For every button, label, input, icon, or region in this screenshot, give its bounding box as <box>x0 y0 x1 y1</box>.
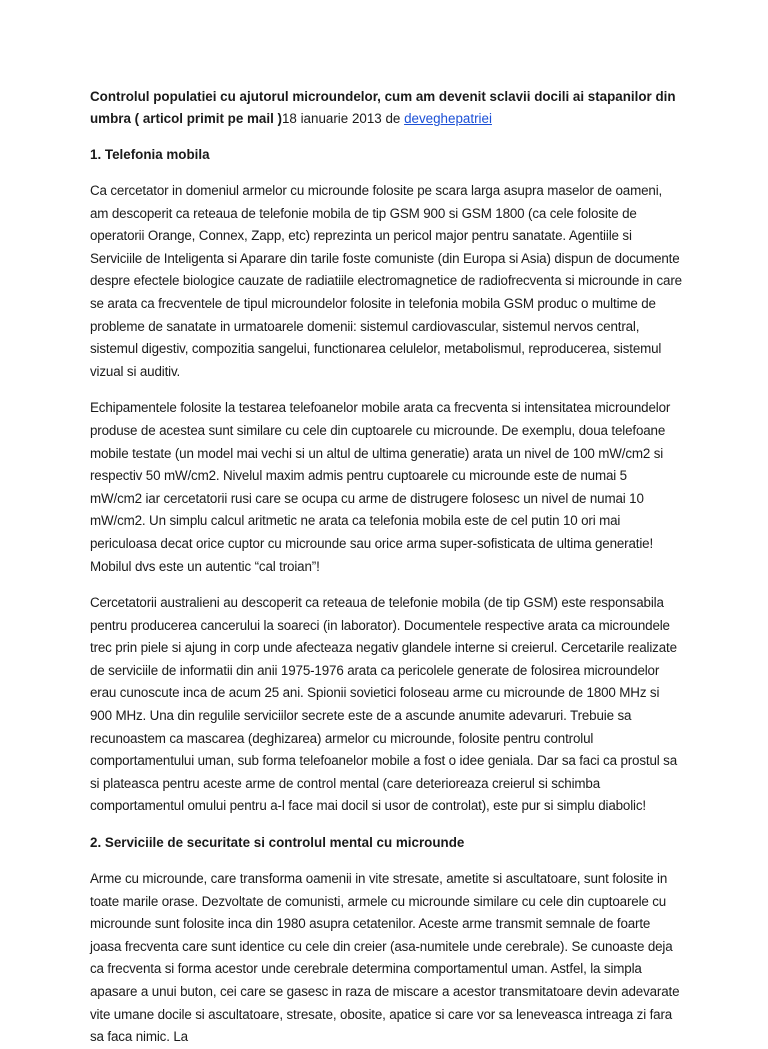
section-heading-2: 2. Serviciile de securitate si controlul mental cu microunde <box>90 835 465 851</box>
paragraph-3: Cercetatorii australieni au descoperit ca reteaua de telefonie mobila (de tip GSM) este responsabila pentru producerea cancerului la soareci (in laborator). Documentele respective arata ca microundele trec prin piele si ajung in corp unde afecteaza negativ glandele interne si creierul. Cercetarile realizate de serviciile de informatii din anii 1975-1976 arata ca pericolele generate de folosirea microundelor erau cunoscute inca de acum 25 ani. Spionii sovietici foloseau arme cu microunde de 1800 MHz si 900 MHz. Una din regulile serviciilor secrete este de a ascunde anumite adevaruri. Trebuie sa recunoastem ca mascarea (deghizarea) armelor cu microunde, folosite pentru controlul comportamentului uman, sub forma telefoanelor mobile a fost o idee geniala. Dar sa faci ca prostul sa si plateasca pentru aceste arme de control mental (care deterioreaza creierul si schimba comportamentul omului pentru a-l face mai docil si usor de controlat), este pur si simplu diabolic! <box>90 595 678 814</box>
article-title <box>90 86 682 130</box>
paragraph-2: Echipamentele folosite la testarea telefoanelor mobile arata ca frecventa si intensitatea microundelor produse de acestea sunt similare cu cele din cuptoarele cu microunde. De exemplu, doua telefoane mobile testate (un model mai vechi si un altul de ultima generatie) arata un nivel de 100 mW/cm2 si respectiv 50 mW/cm2. Nivelul maxim admis pentru cuptoarele cu microunde este de numai 5 mW/cm2 iar cercetatorii rusi care se ocupa cu arme de distrugere folosesc un nivel de numai 10 mW/cm2. Un simplu calcul aritmetic ne arata ca telefonia mobila este de cel putin 10 ori mai periculoasa decat orice cuptor cu microunde sau orice arma super-sofisticata de ultima generatie! Mobilul dvs este un autentic “cal troian”! <box>90 400 671 574</box>
paragraph-1: Ca cercetator in domeniul armelor cu microunde folosite pe scara larga asupra maselor de oameni, am descoperit ca reteaua de telefonie mobila de tip GSM 900 si GSM 1800 (ca cele folosite de operatorii Orange, Connex, Zapp, etc) reprezinta un pericol major pentru sanatate. Agentiile si Serviciile de Inteligenta si Aparare din tarile foste comuniste (din Europa si Asia) dispun de documente despre efectele biologice cauzate de radiatiile electromagnetice de radiofrecventa si microunde in care se arata ca frecventele de tipul microundelor folosite in telefonia mobila GSM produc o multime de probleme de sanatate in urmatoarele domenii: sistemul cardiovascular, sistemul nervos central, sistemul digestiv, compozitia sangelui, functionarea celulelor, metabolismul, reproducerea, sistemul vizual si auditiv. <box>90 183 682 379</box>
paragraph-4: Arme cu microunde, care transforma oamenii in vite stresate, ametite si ascultatoare, sunt folosite in toate marile orase. Dezvoltate de comunisti, armele cu microunde similare cu cele din cuptoarele cu microunde sunt folosite inca din 1980 asupra cetatenilor. Aceste arme transmit semnale de foarte joasa frecventa care sunt identice cu cele din creier (asa-numitele unde cerebrale). Se cunoaste deja ca frecventa si forma acestor unde cerebrale determina comportamentul uman. Astfel, la simpla apasare a unui buton, cei care se gasesc in raza de miscare a acestor transmitatoare devin adevarate vite umane docile si ascultatoare, stresate, obosite, apatice si care vor sa leneveasca intreaga zi fara sa faca nimic. La <box>90 871 680 1045</box>
section-heading-1: 1. Telefonia mobila <box>90 147 210 162</box>
author-link[interactable]: deveghepatriei <box>404 111 492 126</box>
article-date: 18 ianuarie 2013 de <box>281 111 405 126</box>
article-title-text: Controlul populatiei cu ajutorul microundelor, cum am devenit sclavii docili ai stapanilor din umbra ( articol primit pe mail ) <box>90 89 676 126</box>
